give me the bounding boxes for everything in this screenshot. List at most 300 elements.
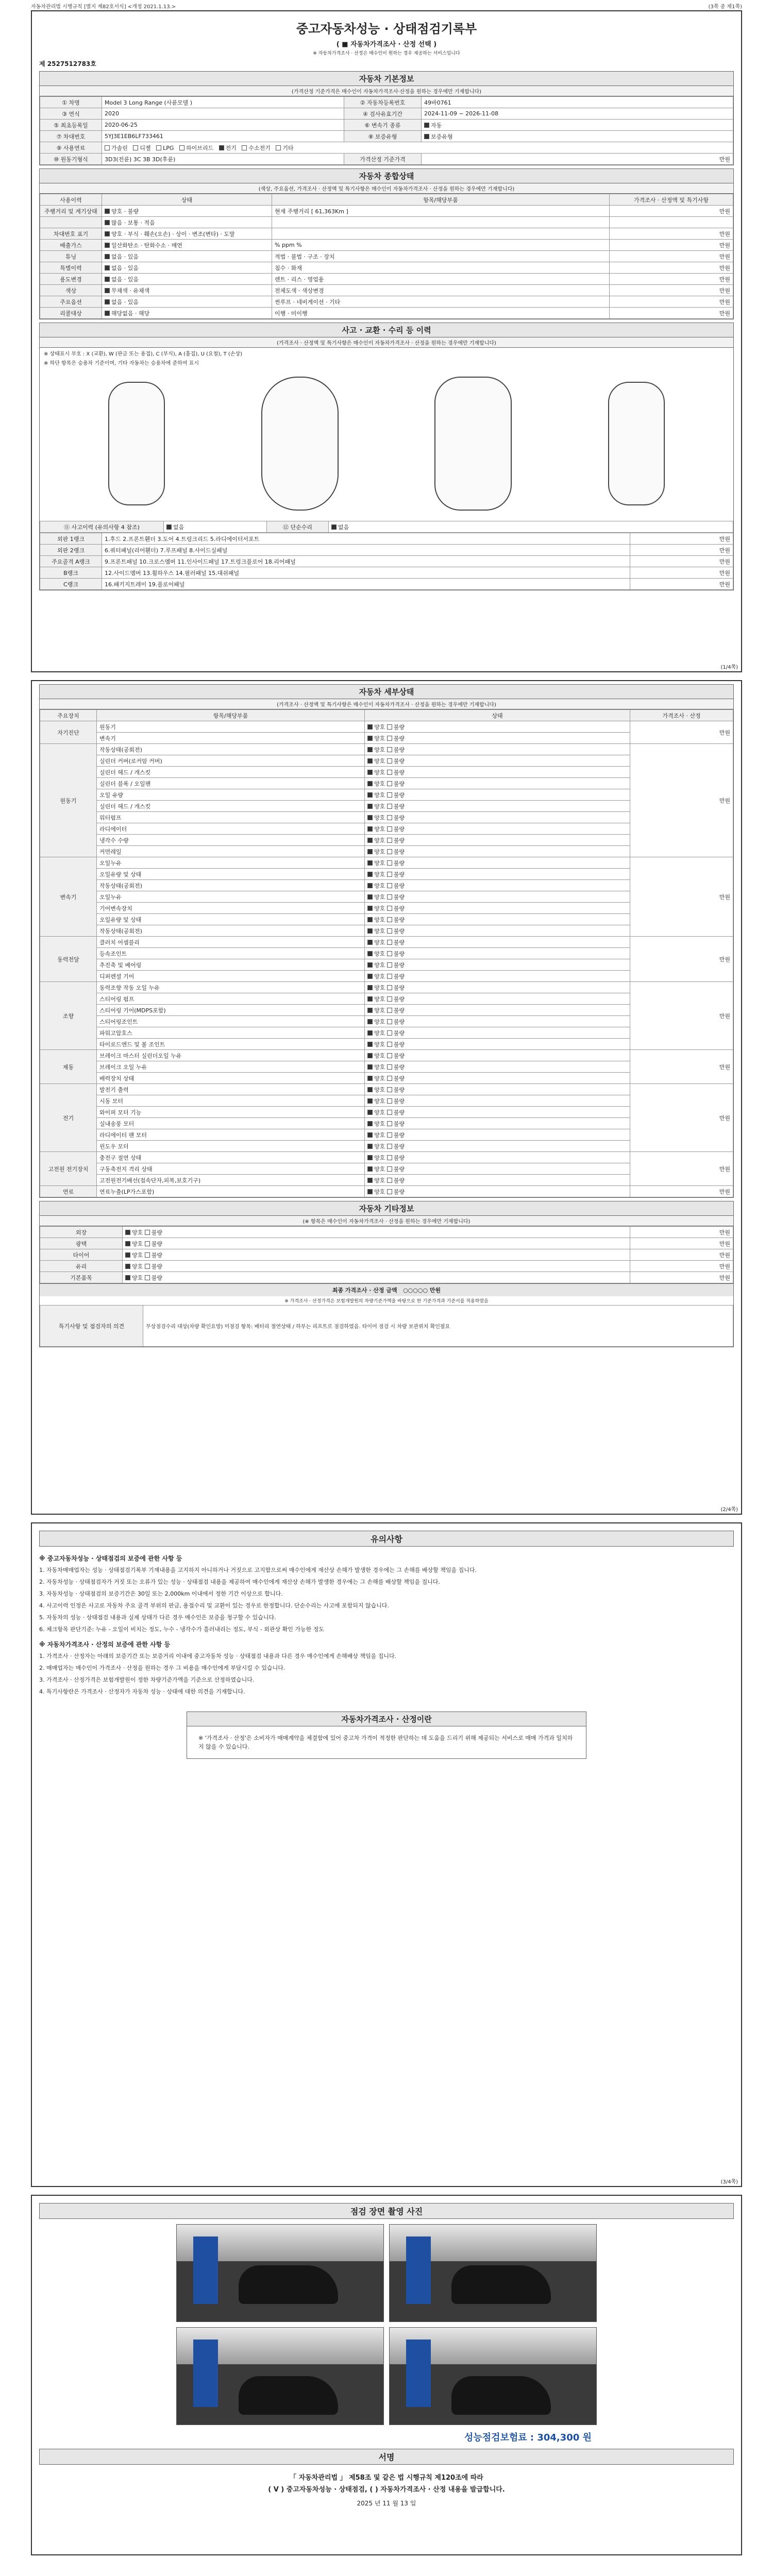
checkbox-icon [387,792,392,798]
etc-price: 만원 [630,1238,733,1249]
page-num-2: (2/4쪽) [720,1507,738,1513]
car-right-side-icon [608,382,665,505]
detail-item: 오일유량 및 상태 [97,869,365,880]
detail-state [365,1118,630,1129]
detail-item: 작동상태(공회전) [97,880,365,891]
overall-state [102,262,272,274]
q2-label: ⑫ 단순수리 [267,521,329,533]
rank-price: 만원 [630,545,733,556]
col-header: 상태 [365,710,630,721]
checkbox-icon [387,1053,392,1058]
detail-item: 작동상태(공회전) [97,744,365,755]
checkbox-icon [387,770,392,775]
overall-key: 주요옵션 [40,296,102,308]
detail-state [365,903,630,914]
detail-state [365,891,630,903]
rank-name: C랭크 [40,579,102,590]
checkbox-icon [145,1241,150,1246]
checkbox-icon [387,1189,392,1194]
checkbox-icon [125,1252,130,1258]
overall-state-text: 양호 · 불량 [111,208,139,215]
checkbox-icon [387,985,392,990]
etc-price: 만원 [630,1249,733,1261]
bad-label: 불량 [393,939,405,946]
overall-row [40,308,733,319]
etc-key: 외장 [40,1227,123,1238]
bad-label: 불량 [393,1097,405,1105]
ok-label: 양호 [374,995,385,1003]
note-item: 1. 가격조사 · 산정자는 아래의 보증기간 또는 보증거리 이내에 중고자동차 성능 · 상태점검 내용과 다른 경우 매수인에게 손해배상 책임을 집니다. [39,1653,397,1659]
overall-key: 색상 [40,285,102,296]
ok-label: 양호 [374,984,385,991]
checkbox-icon [367,747,373,752]
basic-info-section [39,71,734,165]
page-header [31,2,742,10]
overall-value [272,228,610,240]
overall-state-text: 없음 · 있음 [111,253,139,260]
bad-label: 불량 [393,984,405,991]
notes-sub-2: ※ 자동차가격조사 · 산정의 보증에 관한 사항 등 [39,1641,171,1648]
rank-row [40,567,733,579]
detail-item: 실린더 블록 / 오일팬 [97,778,365,789]
ok-label: 양호 [374,803,385,810]
bad-label: 불량 [393,825,405,833]
q1-answer: 없음 [173,523,184,531]
etc-price: 만원 [630,1261,733,1272]
checkbox-icon [242,145,247,150]
checkbox-icon [331,524,337,530]
bad-label: 불량 [393,1131,405,1139]
year-label: ③ 연식 [40,108,102,120]
checkbox-icon [145,1252,150,1258]
engine: 3D3(전륜) 3C 3B 3D(후륜) [102,154,344,165]
note-item: 3. 가격조사 · 산정가격은 보험개발원이 정한 차량기준가액을 기준으로 산정하였습니다. [39,1676,255,1683]
fuel-opt: LPG [163,144,174,151]
checkbox-icon [367,883,373,888]
ok-label: 양호 [374,1131,385,1139]
detail-row [40,823,733,835]
legend: ※ 상태표시 부호 : X (교환), W (판금 또는 용접), C (부식), A (흠집), U (요철), T (손상) [44,351,243,357]
checkbox-icon [179,145,184,150]
detail-state [365,925,630,937]
ok-label: 양호 [374,905,385,912]
ok-label: 양호 [374,1188,385,1195]
detail-state [365,744,630,755]
detail-item: 라디에이터 팬 모터 [97,1129,365,1141]
bad-label: 불량 [393,882,405,889]
bad-label: 불량 [393,1052,405,1059]
detail-price: 만원 [630,1050,733,1084]
bad-label: 불량 [393,1075,405,1082]
detail-item: 브레이크 오일 누유 [97,1061,365,1073]
detail-row [40,744,733,755]
rank-price: 만원 [630,533,733,545]
detail-state [365,857,630,869]
ok-label: 양호 [374,1120,385,1127]
checkbox-icon [367,1030,373,1036]
checkbox-icon [367,996,373,1002]
checkbox-icon [105,265,110,270]
bad-label: 불량 [393,1177,405,1184]
checkbox-icon [105,254,110,259]
checkbox-icon [105,209,110,214]
note-item: 4. 사고이력 인정은 사고로 자동차 주요 골격 부위의 판금, 용접수리 및 교환이 있는 경우로 한정합니다. 단순수리는 사고에 포함되지 않습니다. [39,1602,389,1609]
price-unit: 만원 [422,154,733,165]
detail-state [365,937,630,948]
checkbox-icon [367,1166,373,1172]
fuel-opt: 전기 [225,144,237,151]
overall-key: 배출가스 [40,240,102,251]
detail-group: 전기 [40,1084,97,1152]
checkbox-icon [105,288,110,293]
ok-label: 양호 [374,791,385,799]
detail-row [40,755,733,767]
detail-state [365,1016,630,1027]
bad-label: 불량 [393,995,405,1003]
checkbox-icon [387,1030,392,1036]
detail-item: 스티어링 펌프 [97,993,365,1005]
detail-state [365,812,630,823]
detail-state [365,1163,630,1175]
detail-item: 스티어링조인트 [97,1016,365,1027]
checkbox-icon [367,951,373,956]
ok-label: 양호 [374,1007,385,1014]
detail-row [40,982,733,993]
checkbox-icon [166,524,172,530]
detail-state [365,789,630,801]
checkbox-icon [387,1166,392,1172]
etc-state [123,1249,630,1261]
detail-row [40,1016,733,1027]
detail-item: 배력장치 상태 [97,1073,365,1084]
overall-key: 용도변경 [40,274,102,285]
car-diagram [40,366,733,521]
note-item: 2. 자동차성능 · 상태점검자가 거짓 또는 오류가 있는 성능 · 상태점검 내용을 제공하여 매수인에게 재산상 손해가 발생한 경우에는 그 손해를 배상할 책임을 집니다. [39,1579,440,1585]
detail-title: 자동차 세부상태 [40,685,733,699]
detail-state [365,1095,630,1107]
checkbox-icon [367,1098,373,1104]
checkbox-icon [387,1178,392,1183]
ok-label: 양호 [374,916,385,923]
ok-label: 양호 [374,1177,385,1184]
ok-label: 양호 [374,1086,385,1093]
checkbox-icon [387,974,392,979]
etc-row [40,1272,733,1283]
overall-value: 침수 · 화재 [272,262,610,274]
ok-label: 양호 [374,814,385,821]
detail-row [40,1061,733,1073]
detail-state [365,1084,630,1095]
checkbox-icon [387,883,392,888]
detail-state [365,835,630,846]
detail-row [40,1141,733,1152]
rank-row [40,545,733,556]
ok-label: 양호 [374,1063,385,1071]
checkbox-icon [219,145,224,150]
detail-state [365,846,630,857]
ok-label: 양호 [374,1018,385,1025]
detail-row [40,1129,733,1141]
rank-price: 만원 [630,556,733,567]
bad-label: 불량 [393,1109,405,1116]
detail-group: 자기진단 [40,721,97,744]
checkbox-icon [367,736,373,741]
detail-price: 만원 [630,982,733,1050]
checkbox-icon [105,231,110,236]
checkbox-icon [387,1144,392,1149]
bad-label: 불량 [393,791,405,799]
detail-item: 파워고압호스 [97,1027,365,1039]
photo-row [176,2327,597,2425]
fuel-opt: 하이브리드 [186,144,214,151]
ok-label: 양호 [374,882,385,889]
bad-label: 불량 [393,916,405,923]
col-header: 항목/해당부품 [97,710,365,721]
ok-label: 양호 [374,769,385,776]
doc-note: ※ 자동차가격조사 · 산정은 매수인이 원하는 경우 제공하는 서비스입니다 [313,51,460,56]
bad-label: 불량 [393,905,405,912]
ok-label: 양호 [374,1143,385,1150]
ok-label: 양호 [132,1274,143,1281]
bad-label: 불량 [393,780,405,787]
detail-item: 구동축전지 격리 상태 [97,1163,365,1175]
overall-state [102,274,272,285]
bad-label: 불량 [393,1086,405,1093]
overall-value: % ppm % [272,240,610,251]
checkbox-icon [387,928,392,934]
checkbox-icon [105,311,110,316]
etc-note: (※ 항목은 매수인이 자동차가격조사 · 산정을 원하는 경우에만 기재합니다) [40,1216,733,1226]
pricing-box-title: 자동차가격조사 · 산정이란 [187,1712,586,1726]
checkbox-icon [367,917,373,922]
bad-label: 불량 [393,757,405,765]
overall-row [40,228,733,240]
ok-label: 양호 [374,757,385,765]
detail-item: 클러치 어셈블리 [97,937,365,948]
checkbox-icon [387,872,392,877]
detail-state [365,1073,630,1084]
basic-info-title: 자동차 기본정보 [40,72,733,86]
car-name-label: ① 차명 [40,97,102,108]
etc-state [123,1261,630,1272]
engine-label: ⑩ 원동기형식 [40,154,102,165]
checkbox-icon [387,736,392,741]
doc-subtitle: ( ■ 자동차가격조사 · 산정 선택 ) [336,41,437,48]
overall-state [102,206,272,217]
detail-item: 실린더 헤드 / 개스킷 [97,767,365,778]
bad-label: 불량 [393,1063,405,1071]
insurance-fee: 성능점검보험료 : 304,300 원 [464,2432,592,2443]
detail-item: 윈도우 모터 [97,1141,365,1152]
rank-name: 주요골격 A랭크 [40,556,102,567]
sum-title: 최종 가격조사 · 산정 금액 [332,1287,397,1294]
overall-state-text: 없음 · 있음 [111,264,139,272]
fuel-opt: 기타 [282,144,294,151]
detail-row [40,801,733,812]
detail-row [40,721,733,733]
ok-label: 양호 [374,825,385,833]
detail-row [40,891,733,903]
price-label: 가격산정 기준가격 [344,154,422,165]
bad-label: 불량 [393,1029,405,1037]
checkbox-icon [105,220,110,225]
checkbox-icon [387,826,392,832]
sign-date: 2025 년 11 월 13 일 [357,2500,416,2507]
ok-label: 양호 [374,1154,385,1161]
col-header: 항목/해당부품 [272,194,610,206]
col-header: 가격조사 · 산정액 및 특기사항 [610,194,733,206]
col-header: 사용이력 [40,194,102,206]
checkbox-icon [387,724,392,730]
basic-info-note: (가격산정 기준가격은 매수인이 자동차가격조사·산정을 원하는 경우에만 기재합니다) [40,86,733,96]
opinion-text: 무상점검수리 대상(차량 확인요망) 미점검 항목: 배터리 절연상태 / 하부는 리프트로 점검하였음. 타이어 점검 시 차량 보관위치 확인필요 [143,1306,733,1347]
checkbox-icon [367,1087,373,1092]
detail-item: 커먼레일 [97,846,365,857]
detail-row [40,789,733,801]
overall-value: 전체도색 · 색상변경 [272,285,610,296]
etc-row [40,1261,733,1272]
bad-label: 불량 [393,1041,405,1048]
detail-row [40,835,733,846]
etc-price: 만원 [630,1227,733,1238]
detail-note: (가격조사 · 산정액 및 특기사항은 매수인이 자동차가격조사 · 산정을 원하는 경우에만 기재합니다) [40,699,733,709]
overall-row [40,296,733,308]
ok-label: 양호 [374,746,385,753]
detail-state [365,880,630,891]
sign-title: 서명 [39,2449,734,2465]
detail-row [40,937,733,948]
detail-row [40,767,733,778]
detail-item: 동력조향 작동 오일 누유 [97,982,365,993]
checkbox-icon [387,962,392,968]
detail-row [40,993,733,1005]
fuel-opt: 수소전기 [248,144,271,151]
inspection-photo-3 [176,2327,384,2425]
detail-state [365,982,630,993]
detail-item: 디퍼렌셜 기어 [97,971,365,982]
doc-title: 중고자동차성능 · 상태점검기록부 [296,22,477,36]
inspection-photo-1 [176,2224,384,2322]
checkbox-icon [387,1132,392,1138]
checkbox-icon [367,1076,373,1081]
pricing-box [187,1711,586,1759]
detail-row [40,1084,733,1095]
checkbox-icon [367,1008,373,1013]
detail-state [365,1050,630,1061]
checkbox-icon [105,277,110,282]
detail-item: 발전기 출력 [97,1084,365,1095]
page-1 [31,10,742,672]
accident-title: 사고 · 교환 · 수리 등 이력 [40,323,733,337]
page-2 [31,680,742,1515]
detail-row [40,1039,733,1050]
bad-label: 불량 [393,723,405,731]
checkbox-icon [387,894,392,900]
bad-label: 불량 [393,1018,405,1025]
vin: 5YJ3E1EB6LF733461 [102,131,344,142]
detail-state [365,1107,630,1118]
sum-row: 최종 가격조사 · 산정 금액 ○○○○○ 만원 [40,1283,733,1296]
legend-2: ※ 하단 항목은 승용차 기준이며, 기타 자동차는 승용차에 준하여 표시 [44,361,199,366]
overall-key: 차대번호 표기 [40,228,102,240]
detail-state [365,1186,630,1197]
detail-state [365,778,630,789]
checkbox-icon [145,1264,150,1269]
rank-items: 1.후드 2.프론트휀더 3.도어 4.트렁크리드 5.라디에이터서포트 [102,533,630,545]
checkbox-icon [367,1121,373,1126]
detail-row [40,733,733,744]
bad-label: 불량 [151,1263,163,1270]
detail-state [365,721,630,733]
rank-row [40,533,733,545]
ok-label: 양호 [374,893,385,901]
detail-row [40,1118,733,1129]
etc-key: 유리 [40,1261,123,1272]
detail-row [40,778,733,789]
detail-item: 워터펌프 [97,812,365,823]
bad-label: 불량 [393,848,405,855]
overall-state-text: 무채색 · 유채색 [111,287,150,294]
checkbox-icon [367,1189,373,1194]
plate-number: 49바0761 [422,97,733,108]
bad-label: 불량 [393,859,405,867]
detail-row [40,959,733,971]
bad-label: 불량 [393,1007,405,1014]
ok-label: 양호 [132,1229,143,1236]
overall-value: 렌트 · 리스 · 영업용 [272,274,610,285]
checkbox-icon [276,145,281,150]
detail-price: 만원 [630,937,733,982]
checkbox-icon [125,1275,130,1280]
rank-row [40,556,733,567]
detail-price: 만원 [630,1186,733,1197]
checkbox-icon [387,1155,392,1160]
detail-section [39,684,734,1198]
detail-state [365,1152,630,1163]
detail-item: 실내송풍 모터 [97,1118,365,1129]
detail-row [40,880,733,891]
checkbox-icon [387,906,392,911]
detail-row [40,869,733,880]
checkbox-icon [145,1275,150,1280]
etc-title: 자동차 기타정보 [40,1201,733,1216]
checkbox-icon [387,1121,392,1126]
accident-section [39,323,734,590]
checkbox-icon [367,928,373,934]
checkbox-icon [387,781,392,786]
checkbox-icon [367,758,373,764]
detail-group: 연료 [40,1186,97,1197]
checkbox-icon [367,906,373,911]
period-label: ④ 검사유효기간 [344,108,422,120]
checkbox-icon [387,1019,392,1024]
etc-key: 기본품목 [40,1272,123,1283]
checkbox-icon [367,1042,373,1047]
detail-group: 동력전달 [40,937,97,982]
car-frame-icon [434,377,512,511]
checkbox-icon [156,145,161,150]
sum-note: ※ 가격조사 · 산정가격은 보험개발원의 차량기준가액을 바탕으로 한 기준가격과 기준서를 적용하였음 [284,1299,489,1304]
rank-items: 16.패키지트레이 19.플로어패널 [102,579,630,590]
page-count: (3쪽 중 제1쪽) [708,4,742,10]
checkbox-icon [387,747,392,752]
detail-row [40,1005,733,1016]
inspection-photo-2 [389,2224,597,2322]
checkbox-icon [367,1053,373,1058]
etc-key: 광택 [40,1238,123,1249]
photos-title: 점검 장면 촬영 사진 [39,2203,734,2219]
detail-group: 변속기 [40,857,97,937]
